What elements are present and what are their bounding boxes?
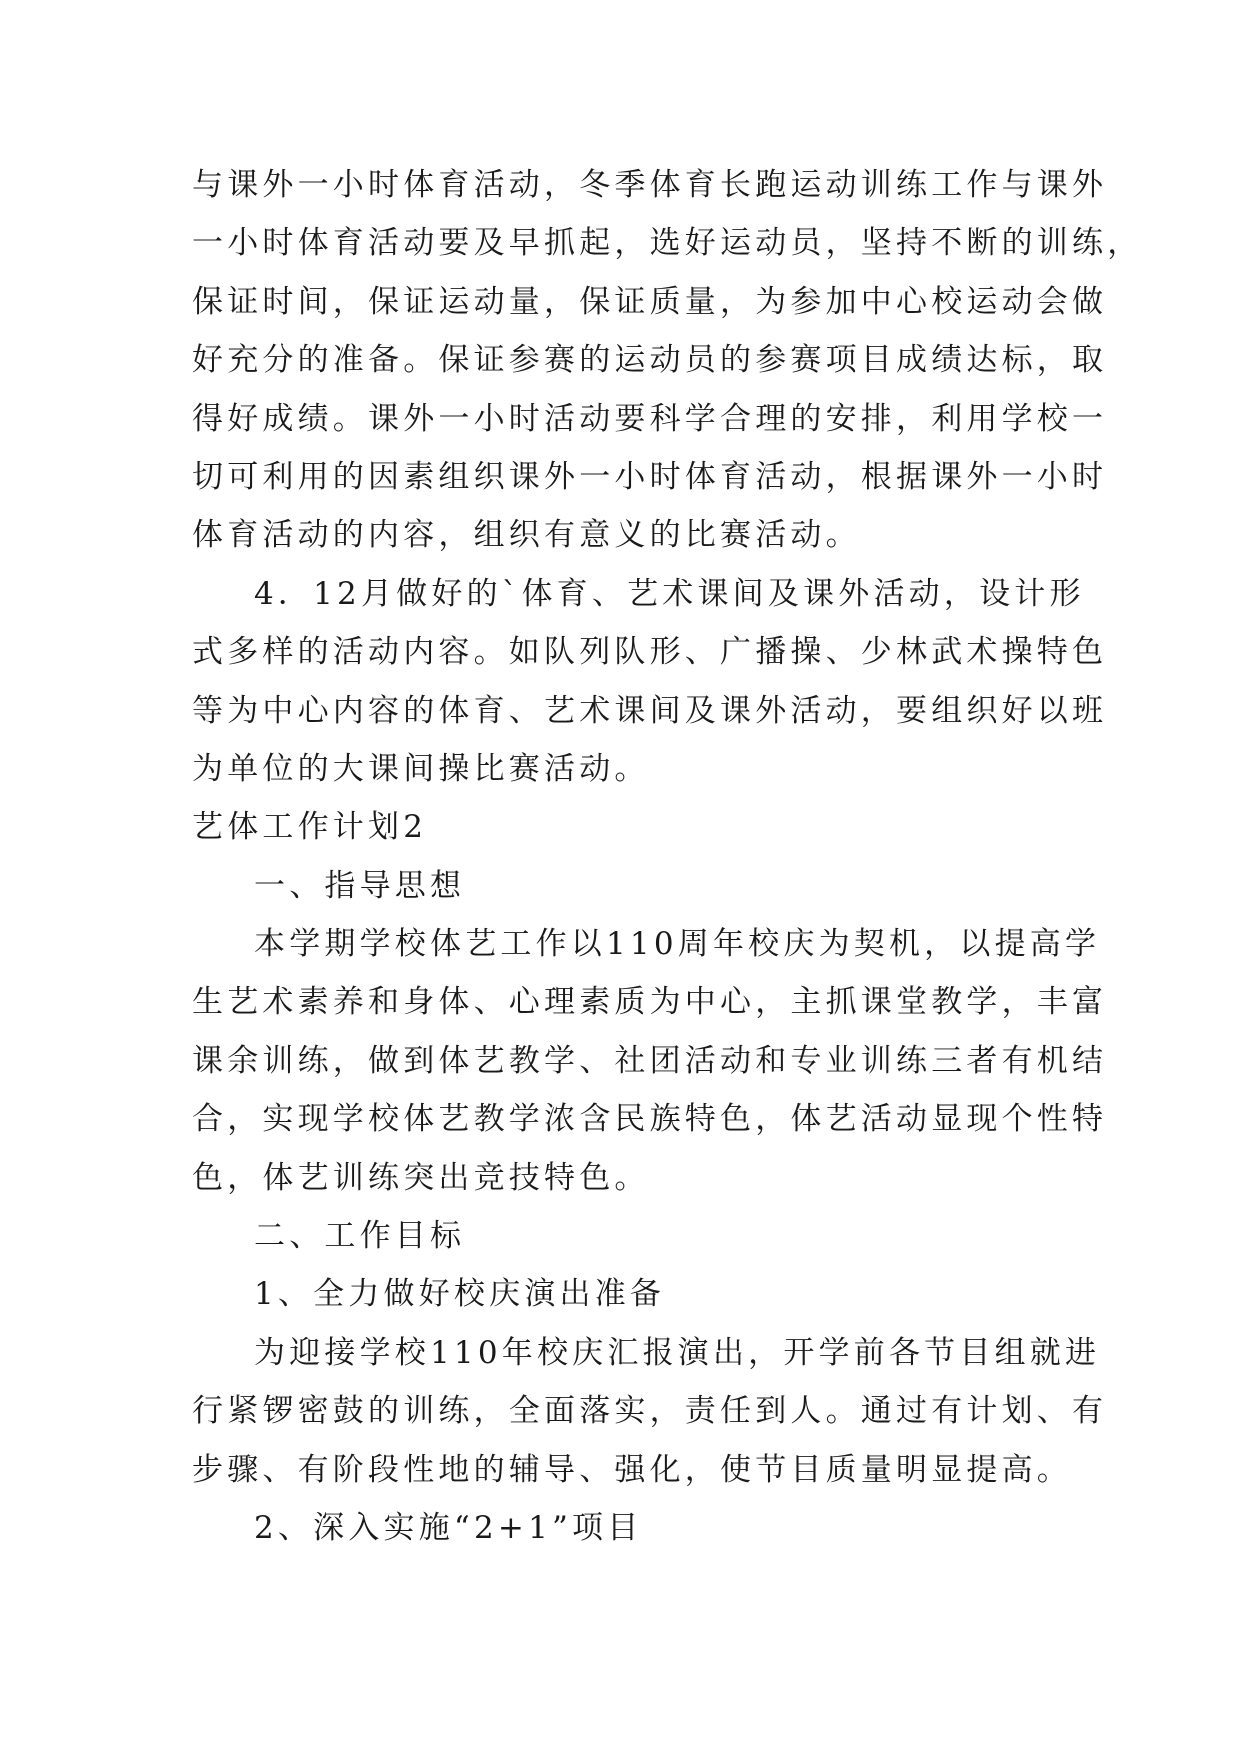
- text-line: 为迎接学校110年校庆汇报演出，开学前各节目组就进: [254, 1334, 1101, 1371]
- text-line: 本学期学校体艺工作以110周年校庆为契机，以提高学: [254, 926, 1101, 963]
- text-line: 得好成绩。课外一小时活动要科学合理的安排，利用学校一: [192, 400, 1108, 437]
- text-line: 步骤、有阶段性地的辅导、强化，使节目质量明显提高。: [192, 1451, 1072, 1488]
- text-line: 艺体工作计划2: [192, 809, 428, 846]
- text-line: 好充分的准备。保证参赛的运动员的参赛项目成绩达标，取: [192, 342, 1108, 379]
- text-line: 切可利用的因素组织课外一小时体育活动，根据课外一小时: [192, 458, 1108, 495]
- text-line: 保证时间，保证运动量，保证质量，为参加中心校运动会做: [192, 283, 1108, 320]
- text-line: 等为中心内容的体育、艺术课间及课外活动，要组织好以班: [192, 692, 1108, 729]
- text-line: 与课外一小时体育活动，冬季体育长跑运动训练工作与课外: [192, 167, 1108, 203]
- text-line: 式多样的活动内容。如队列队形、广播操、少林武术操特色: [192, 634, 1108, 671]
- text-line: 合，实现学校体艺教学浓含民族特色，体艺活动显现个性特: [192, 1101, 1108, 1138]
- text-line: 体育活动的内容，组织有意义的比赛活动。: [192, 517, 861, 554]
- document-page: [192, 156, 1143, 1557]
- text-line: 生艺术素养和身体、心理素质为中心，主抓课堂教学，丰富: [192, 984, 1108, 1021]
- text-line: 1、全力做好校庆演出准备: [254, 1276, 666, 1313]
- text-line: 一、指导思想: [254, 867, 466, 904]
- text-line: 4．12月做好的`体育、艺术课间及课外活动，设计形: [254, 575, 1085, 612]
- text-line: 一小时体育活动要及早抓起，选好运动员，坚持不断的训练，: [192, 225, 1143, 262]
- text-line: 为单位的大课间操比赛活动。: [192, 750, 650, 787]
- text-line: 二、工作目标: [254, 1218, 466, 1255]
- text-line: 色，体艺训练突出竞技特色。: [192, 1159, 650, 1196]
- text-line: 行紧锣密鼓的训练，全面落实，责任到人。通过有计划、有: [192, 1393, 1108, 1430]
- text-line: 课余训练，做到体艺教学、社团活动和专业训练三者有机结: [192, 1042, 1108, 1079]
- text-line: 2、深入实施“2+1”项目: [254, 1509, 643, 1546]
